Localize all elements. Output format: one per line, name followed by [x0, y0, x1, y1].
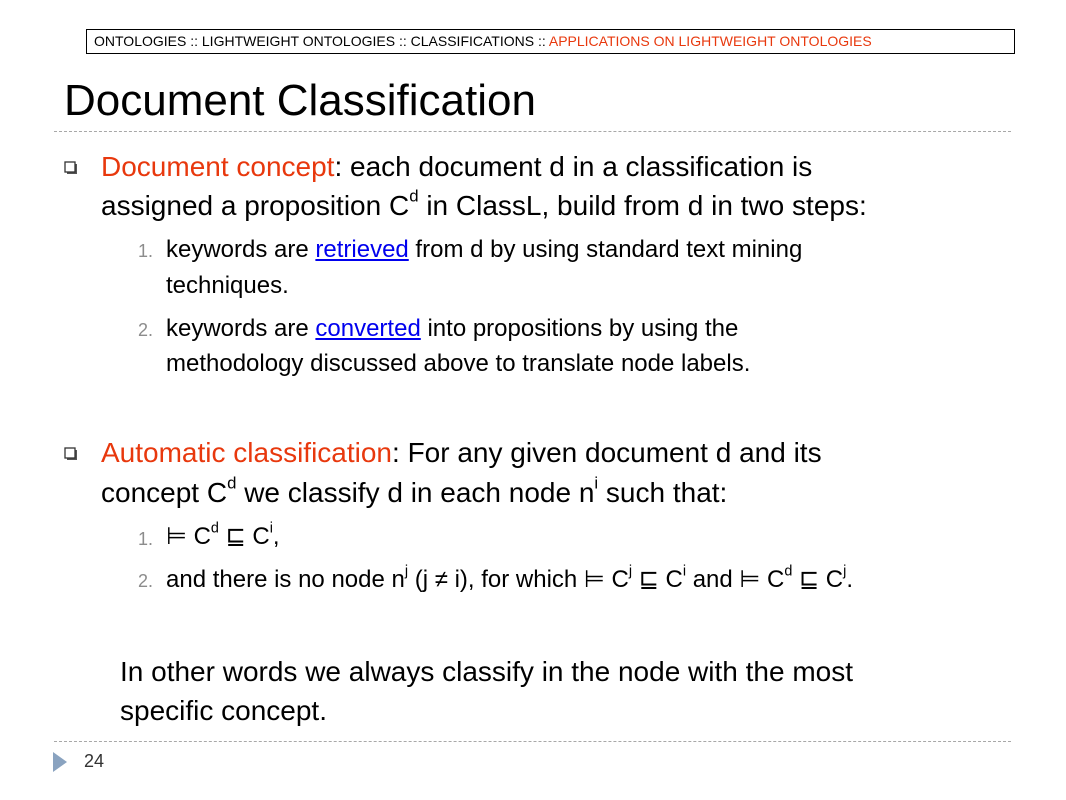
breadcrumb [86, 29, 1015, 54]
bullet-automatic-classification-line2: concept $C^d$ we classify d in each node $n^i$ such that: [101, 473, 728, 508]
automatic-classification-term: Automatic classification [101, 437, 393, 468]
slide-nav-arrow-icon[interactable] [53, 752, 67, 772]
list-number: 2. [138, 320, 154, 340]
list-number: 1. [138, 241, 154, 261]
document-concept-term: Document concept [101, 151, 335, 182]
condition-no-more-specific-node: and there is no node $n^j$ (j ≠ i), for which ⊨ $C^j$ ⊑ $C^i$ and ⊨ $C^d$ ⊑ $C^j$. [166, 563, 853, 593]
breadcrumb-classifications[interactable]: CLASSIFICATIONS :: [410, 33, 549, 49]
closing-remark: In other words we always classify in the node with the most specific concept. [120, 656, 854, 726]
square-bullet-icon [64, 447, 78, 461]
square-bullet-icon [64, 161, 78, 175]
bullet-document-concept-line1: Document concept: each document d in a classification is [101, 151, 813, 182]
step-convert-line2: methodology discussed above to translate node labels. [166, 350, 751, 377]
list-number: 1. [138, 529, 154, 549]
retrieved-link[interactable]: retrieved [315, 236, 409, 263]
step-convert-line1: keywords are converted into propositions by using the [166, 315, 739, 342]
bullet-automatic-classification-line1: Automatic classification: For any given document d and its [101, 437, 822, 468]
bullet-document-concept-line2: assigned a proposition $C^d$ in ClassL, build from d in two steps: [101, 186, 867, 221]
breadcrumb-current: APPLICATIONS ON LIGHTWEIGHT ONTOLOGIES [548, 33, 872, 49]
page-number: 24 [84, 751, 105, 771]
title-divider [54, 131, 1011, 132]
step-retrieve-line1: keywords are retrieved from d by using standard text mining [166, 236, 803, 263]
page-title: Document Classification [64, 76, 536, 125]
converted-link[interactable]: converted [315, 315, 421, 342]
condition-subsumption: ⊨ $C^d$ ⊑ $C^i$, [166, 520, 280, 550]
list-number: 2. [138, 571, 154, 591]
breadcrumb-lightweight-ontologies[interactable]: LIGHTWEIGHT ONTOLOGIES :: [201, 33, 411, 49]
breadcrumb-ontologies[interactable]: ONTOLOGIES :: [94, 33, 202, 49]
step-retrieve-line2: techniques. [166, 272, 289, 299]
footer-divider [54, 741, 1011, 742]
